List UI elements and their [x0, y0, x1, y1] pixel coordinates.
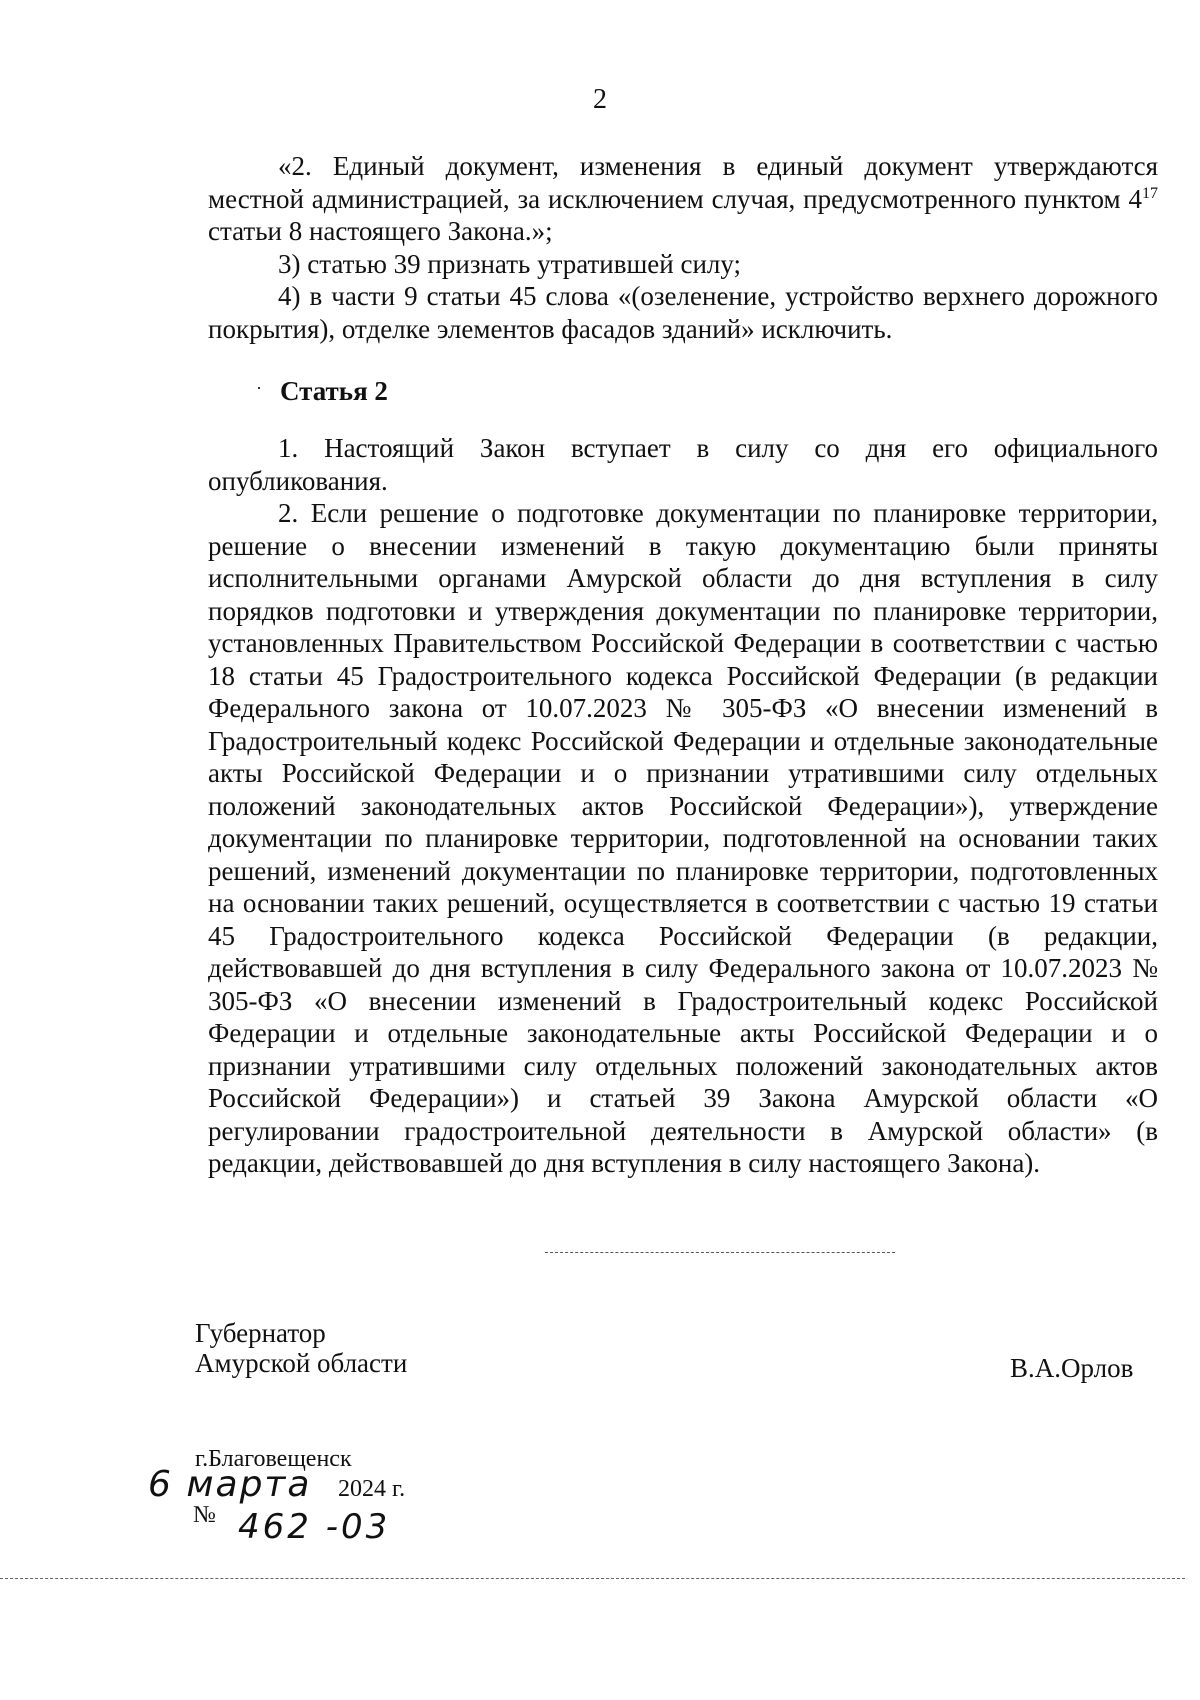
handwritten-law-number: 462 -03 [238, 1507, 391, 1547]
number-sign: № [193, 1502, 216, 1528]
amendment-item-3: 3) статью 39 признать утратившей силу; [278, 248, 742, 279]
amendment-text-end: статьи 8 настоящего Закона.»; [208, 216, 553, 246]
amendment-item-4: 4) в части 9 статьи 45 слова «(озеленение, устройство верхнего дорожного покрытия), отделке элементов фасадов зданий» исключить. [208, 281, 1158, 344]
page-number: 2 [593, 84, 607, 115]
signatory-title [195, 1318, 407, 1378]
end-divider [545, 1252, 895, 1253]
scan-dot: · [256, 378, 262, 398]
amendment-block [208, 150, 1158, 345]
handwritten-date: 6 марта [148, 1464, 312, 1505]
city-name: г.Благовещенск [195, 1446, 352, 1472]
superscript-17: 17 [1142, 184, 1158, 202]
article-2-clause-2: 2. Если решение о подготовке документации по планировке территории, решение о внесении изменений в такую документацию были приняты исполнительными органами Амурской области до дня вступления в силу порядков подготовки и утверждения документации по планировке территории, установленных Правительством Российской Федерации в соответствии с частью 18 статьи 45 Градостроительного кодекса Российской Федерации (в редакции Федерального закона от 10.07.2023 № 305-ФЗ «О внесении изменений в Градостроительный кодекс Российской Федерации и отдельные законодательные акты Российской Федерации и о признании утратившими силу отдельных положений законодательных актов Российской Федерации»), утверждение документации по планировке территории, подготовленной на основании таких решений, изменений документации по планировке территории, подготовленных на основании таких решений, осуществляется в соответствии с частью 19 статьи 45 Градостроительного кодекса Российской Федерации (в редакции, действовавшей до дня вступления в силу Федерального закона от 10.07.2023 № 305-ФЗ «О внесении изменений в Градостроительный кодекс Российской Федерации и отдельные законодательные акты Российской Федерации и о признании утратившими силу отдельных положений законодательных актов Российской Федерации») и статьей 39 Закона Амурской области «О регулировании градостроительной деятельности в Амурской области» (в редакции, действовавшей до дня вступления в силу настоящего Закона). [208, 498, 1158, 1178]
article-heading: Статья 2 [280, 376, 388, 406]
amendment-paragraph-2 [208, 150, 1158, 248]
signatory-title-line-1: Губернатор [195, 1318, 326, 1348]
amendment-text-start: «2. Единый документ, изменения в единый документ утверждаются местной администрацией, за исключением случая, предусмотренного пунктом 4 [208, 151, 1158, 214]
article-2-clause-1: 1. Настоящий Закон вступает в силу со дня его официального опубликования. [208, 433, 1158, 496]
signatory-name: В.А.Орлов [1010, 1353, 1134, 1383]
scan-artifact-line [0, 1578, 1185, 1579]
signatory-title-line-2: Амурской области [195, 1348, 408, 1378]
article-2-body [208, 432, 1158, 1180]
date-year: 2024 г. [338, 1476, 406, 1502]
